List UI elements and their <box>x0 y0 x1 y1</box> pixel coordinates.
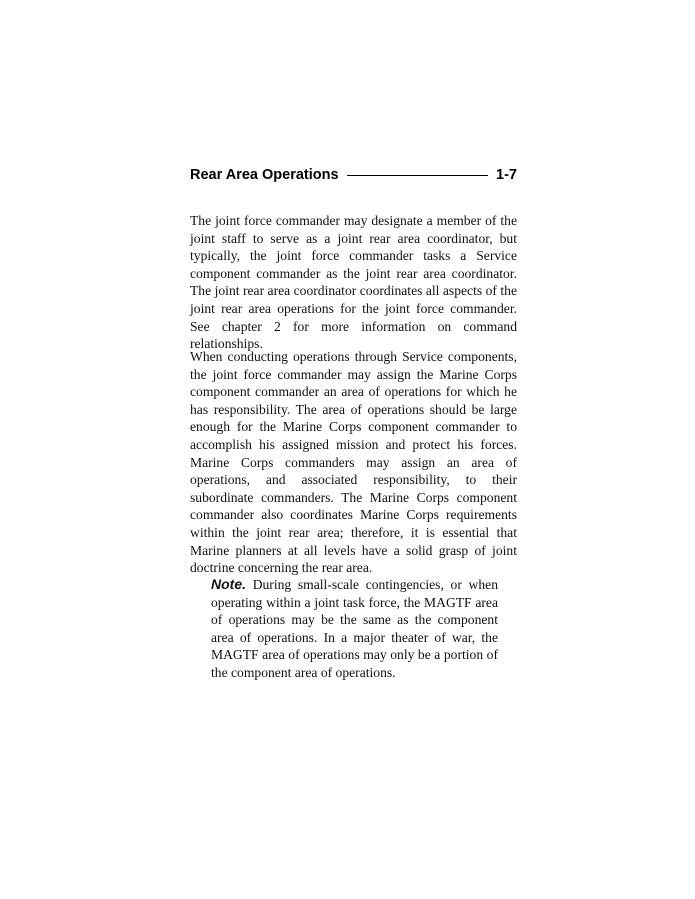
paragraph-service-components: When conducting operations through Service components, the joint force commander may assign the Marine Corps component commander an area of operations for which he has responsibility. The area of operations should be large enough for the Marine Corps component commander to accomplish his assigned mission and protect his forces. Marine Corps commanders may assign an area of operations, and associated responsibility, to their subordinate commanders. The Marine Corps component commander also coordinates Marine Corps requirements within the joint rear area; therefore, it is essential that Marine planners at all levels have a solid grasp of joint doctrine concerning the rear area. <box>190 349 517 576</box>
note-text: During small-scale contingencies, or when operating within a joint task force, the MAGTF area of operations may be the same as the component area of operations. In a major theater of war, the MAGTF area of operations may only be a portion of the component area of operations. <box>211 577 498 680</box>
section-title: Rear Area Operations <box>190 167 339 183</box>
header-rule <box>347 175 488 176</box>
note-label: Note. <box>211 576 246 592</box>
running-header <box>190 165 517 185</box>
page-number: 1-7 <box>496 167 517 183</box>
paragraph-joint-rear-area-coordinator: The joint force commander may designate a member of the joint staff to serve as a joint rear area coordinator, but typically, the joint force commander tasks a Service component commander as the joint rear area coordinator. The joint rear area coordinator coordinates all aspects of the joint rear area operations for the joint force commander. See chapter 2 for more information on command relationships. <box>190 213 517 352</box>
note-block <box>211 576 498 682</box>
